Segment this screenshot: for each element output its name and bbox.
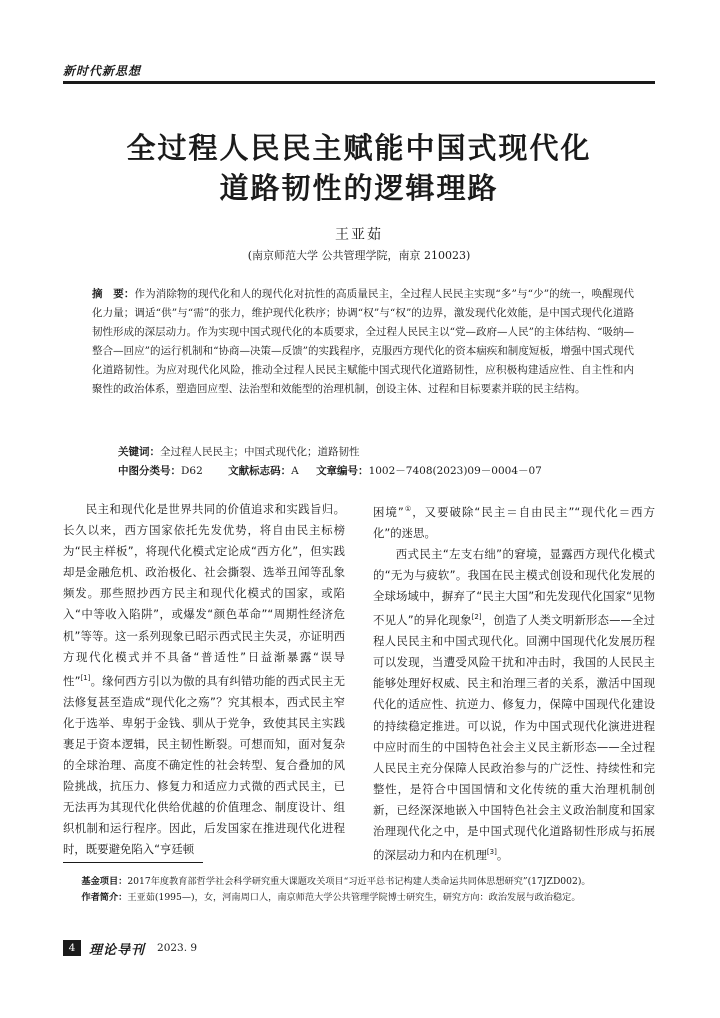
author-affiliation: (南京师范大学 公共管理学院，南京 210023) xyxy=(247,249,471,262)
title-line-1: 全过程人民民主赋能中国式现代化 xyxy=(126,131,592,165)
journal-name: 理论导刊 xyxy=(89,942,146,958)
citation-ref: [2] xyxy=(471,613,482,622)
author-bio: 作者简介：王亚茹(1995—)，女，河南周口人，南京师范大学公共管理学院博士研究生，研究方向：政治发展与政治稳定。 xyxy=(81,892,581,903)
keywords xyxy=(118,443,634,461)
author-name: 王亚茹 xyxy=(335,227,383,243)
section-label: 新时代新思想 xyxy=(63,64,142,78)
footnotes xyxy=(63,874,655,906)
article-number-value: 1002－7408(2023)09－0004－07 xyxy=(368,465,542,477)
citation-ref: [3] xyxy=(486,848,497,857)
page-number: 4 xyxy=(63,940,81,956)
citation-ref: [1] xyxy=(80,673,91,682)
body-paragraph: 西式民主“左支右绌”的窘境，显露西方现代化模式的“无为与疲软”。我国在民主模式创设和现代化发展的全球场域中，摒弃了“民主大国”和先发现代化国家“见物不见人”的异化现象[2]，创造了人类文明新形态——全过程人民民主和中国式现代化。回溯中国现代化发展历程可以发现，当遭受风险干扰和冲击时，我国的人民民主能够处理好权威、民主和治理三者的关系，激活中国现代化的适应性、抗逆力、修复力，保障中国现代化建设的持续稳定推进。可以说，作为中国式现代化演进进程中应时而生的中国特色社会主义民主新形态——全过程人民民主充分保障人民政治参与的广泛性、持续性和完整性，是符合中国国情和文化传统的重大治理机制创新，已经深深地嵌入中国特色社会主义政治制度和国家治理现代化之中，是中国式现代化道路韧性形成与拓展的深层动力和内在机理[3]。 xyxy=(373,546,655,862)
keywords-label: 关键词： xyxy=(118,446,160,458)
funding-note: 基金项目：2017年度教育部哲学社会科学研究重大课题攻关项目“习近平总书记构建人类命运共同体思想研究”(17JZD002)。 xyxy=(81,876,591,887)
abstract xyxy=(92,285,634,399)
issue-number: 2023. 9 xyxy=(157,942,198,954)
doc-code-label: 文献标志码： xyxy=(228,465,292,477)
body-paragraph: 民主和现代化是世界共同的价值追求和实践旨归。长久以来，西方国家依托先发优势，将自由民主标榜为“民主样板”，将现代化模式定论成“西方化”，但实践却是金融危机、政治极化、社会撕裂、选举丑闻等乱象频发。那些照抄西方民主和现代化模式的国家，或陷入“中等收入陷阱”，或爆发“颜色革命”“周期性经济危机”等等。这一系列现象已昭示西式民主失灵，亦证明西方现代化模式并不具备“普适性”日益渐暴露“误导性”[1]。缘何西方引以为傲的具有纠错功能的西式民主无法修复甚至造成“现代化之殇”？究其根本，西式民主窄化于选举、卑躬于金钱、驯从于党争，致使其民主实践裹足于资本逻辑，民主韧性断裂。可想而知，面对复杂的全球治理、高度不确定性的社会转型、复合叠加的风险挑战，抗压力、修复力和适应力式微的西式民主，已无法再为其现代化供给优越的价值理念、制度设计、组织机制和运行程序。因此，后发国家在推进现代化进程时，既要避免陷入“亨廷顿 xyxy=(63,502,345,857)
article-title xyxy=(63,128,655,208)
header-rule xyxy=(63,81,655,84)
body-paragraph: 困境”①，又要破除“民主＝自由民主”“现代化＝西方化”的迷思。 xyxy=(373,504,655,540)
classification-line xyxy=(118,462,658,480)
page-footer xyxy=(63,940,197,956)
abstract-text: 作为消除物的现代化和人的现代化对抗性的高质量民主，全过程人民民主实现“多”与“少”的统一，唤醒现代化力量；调适“供”与“需”的张力，维护现代化秩序；协调“权”与“权”的边界，激发现代化效能，是中国式现代化道路韧性形成的深层动力。作为实现中国式现代化的本质要求，全过程人民民主以“党—政府—人民”的主体结构、“吸纳—整合—回应”的运行机制和“协商—决策—反馈”的实践程序，克服西方现代化的资本痼疾和制度短板，增强中国式现代化道路韧性。为应对现代化风险，推动全过程人民民主赋能中国式现代化道路韧性，应积极构建适应性、自主性和内聚性的政治体系，塑造回应型、法治型和效能型的治理机制，创设主体、过程和目标要素并联的民主结构。 xyxy=(92,288,634,395)
abstract-label: 摘 要： xyxy=(92,288,135,300)
footnote-ref: ① xyxy=(403,505,413,513)
keywords-text: 全过程人民民主；中国式现代化；道路韧性 xyxy=(160,446,360,458)
article-number-label: 文章编号： xyxy=(316,465,369,477)
footnote-rule xyxy=(63,862,203,863)
body-column-left xyxy=(63,499,345,860)
doc-code-value: A xyxy=(291,465,299,477)
title-line-2: 道路韧性的逻辑理路 xyxy=(219,171,499,205)
clc-label: 中图分类号： xyxy=(118,465,181,477)
clc-value: D62 xyxy=(181,465,203,477)
body-column-right xyxy=(373,499,655,866)
